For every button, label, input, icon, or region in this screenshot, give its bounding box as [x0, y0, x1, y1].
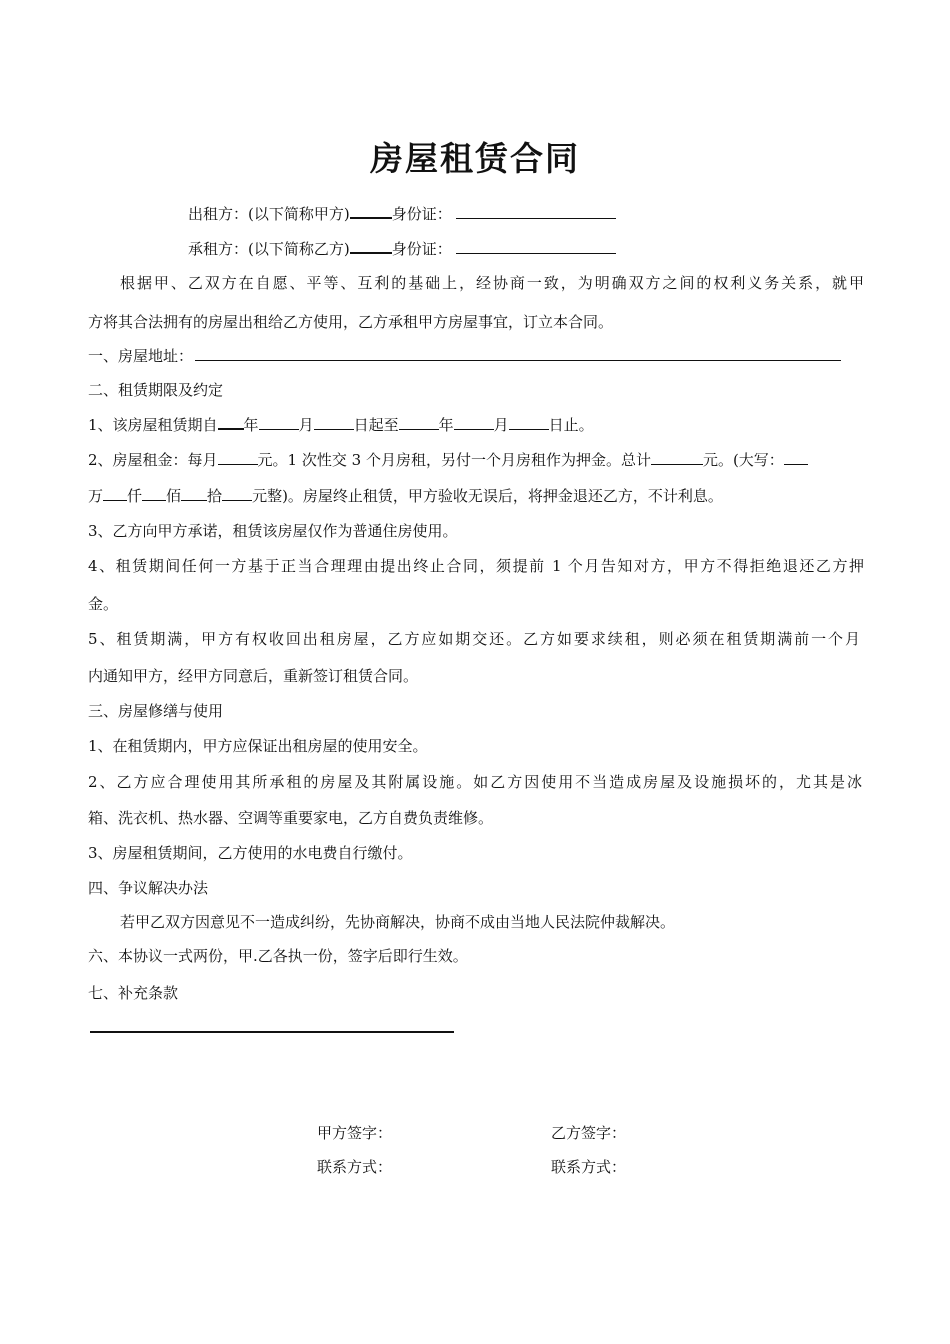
repair-clause-2-line-1: 2、乙方应合理使用其所承租的房屋及其附属设施。如乙方因使用不当造成房屋及设施损坏的，尤其是冰: [88, 773, 862, 791]
start-month-blank[interactable]: [259, 415, 299, 430]
yuan-blank[interactable]: [222, 486, 252, 501]
intro-line-1: 根据甲、乙双方在自愿、平等、互利的基础上，经协商一致，为明确双方之间的权利义务关系，就甲: [120, 274, 864, 292]
lessee-id-blank[interactable]: [456, 239, 616, 254]
rent-text-b: 元。1 次性交 3 个月房租，另付一个月房租作为押金。总计: [257, 451, 651, 469]
party-b-signature-label: 乙方签字：: [551, 1124, 627, 1142]
section7-heading: 七、补充条款: [88, 984, 179, 1002]
start-year-blank[interactable]: [218, 414, 244, 430]
lessor-line: [188, 203, 616, 224]
repair-clause-1: 1、在租赁期内，甲方应保证出租房屋的使用安全。: [88, 737, 428, 755]
party-a-signature-label: 甲方签字：: [317, 1124, 393, 1142]
party-b-contact-label: 联系方式：: [551, 1158, 627, 1176]
section2-heading: 二、租赁期限及约定: [88, 381, 224, 399]
term-month-1: 月: [298, 416, 314, 434]
supplementary-terms-blank[interactable]: [90, 1031, 454, 1033]
term-text-start: 1、该房屋租赁期自: [88, 416, 218, 434]
rent-line-1: [88, 450, 808, 470]
lessor-id-blank[interactable]: [456, 204, 616, 219]
term-year-1: 年: [243, 416, 259, 434]
term-line: [88, 414, 594, 435]
lessor-name-blank[interactable]: [350, 203, 392, 219]
end-month-blank[interactable]: [454, 415, 494, 430]
section4-heading: 四、争议解决办法: [88, 879, 209, 897]
rent-text-c: 元。(大写：: [702, 451, 784, 469]
party-a-contact-label: 联系方式：: [317, 1158, 393, 1176]
term-month-2: 月: [493, 416, 509, 434]
wan-blank-prefix[interactable]: [784, 450, 808, 465]
lessee-name-blank[interactable]: [350, 238, 392, 254]
rent-text-a: 2、房屋租金：每月: [88, 451, 218, 469]
page-title: 房屋租赁合同: [370, 139, 580, 178]
term-year-2: 年: [438, 416, 454, 434]
termination-line-1: 4、租赁期间任何一方基于正当合理理由提出终止合同，须提前 1 个月告知对方，甲方不得拒绝退还乙方押: [88, 557, 864, 575]
bai-blank[interactable]: [142, 486, 166, 501]
lessee-label: 承租方：(以下简称乙方): [188, 240, 350, 258]
rent-shi: 拾: [207, 487, 223, 505]
address-blank[interactable]: [195, 346, 841, 361]
rent-line-2: [88, 486, 723, 506]
address-label: 一、房屋地址：: [88, 347, 194, 365]
start-day-blank[interactable]: [314, 415, 354, 430]
intro-line-2: 方将其合法拥有的房屋出租给乙方使用，乙方承租甲方房屋事宜，订立本合同。: [88, 313, 614, 331]
shi-blank[interactable]: [181, 486, 207, 501]
lessor-id-label: 身份证：: [391, 205, 452, 223]
renewal-line-1: 5、租赁期满，甲方有权收回出租房屋，乙方应如期交还。乙方如要求续租，则必须在租赁期满前一个月: [88, 630, 860, 648]
term-day-1: 日起至: [353, 416, 399, 434]
usage-clause: 3、乙方向甲方承诺，租赁该房屋仅作为普通住房使用。: [88, 522, 458, 540]
lessee-id-label: 身份证：: [391, 240, 452, 258]
lessor-label: 出租方：(以下简称甲方): [188, 205, 350, 223]
address-line: [88, 346, 841, 366]
rent-qian: 仟: [127, 487, 143, 505]
end-year-blank[interactable]: [399, 415, 439, 430]
qian-blank[interactable]: [103, 486, 127, 501]
repair-clause-2-line-2: 箱、洗衣机、热水器、空调等重要家电，乙方自费负责维修。: [88, 809, 494, 827]
rent-text-h: 元整)。房屋终止租赁，甲方验收无误后，将押金退还乙方，不计利息。: [252, 487, 723, 505]
total-amount-blank[interactable]: [651, 450, 703, 465]
renewal-line-2: 内通知甲方，经甲方同意后，重新签订租赁合同。: [88, 667, 419, 685]
section3-heading: 三、房屋修缮与使用: [88, 702, 224, 720]
termination-line-2: 金。: [88, 595, 119, 613]
dispute-clause: 若甲乙双方因意见不一造成纠纷，先协商解决，协商不成由当地人民法院仲裁解决。: [120, 913, 676, 931]
term-day-2: 日止。: [548, 416, 594, 434]
monthly-rent-blank[interactable]: [218, 450, 258, 465]
rent-bai: 佰: [166, 487, 182, 505]
lessee-line: [188, 238, 616, 259]
repair-clause-3: 3、房屋租赁期间，乙方使用的水电费自行缴付。: [88, 844, 413, 862]
section6-clause: 六、本协议一式两份，甲.乙各执一份，签字后即行生效。: [88, 947, 468, 965]
rent-wan: 万: [88, 487, 104, 505]
end-day-blank[interactable]: [509, 415, 549, 430]
